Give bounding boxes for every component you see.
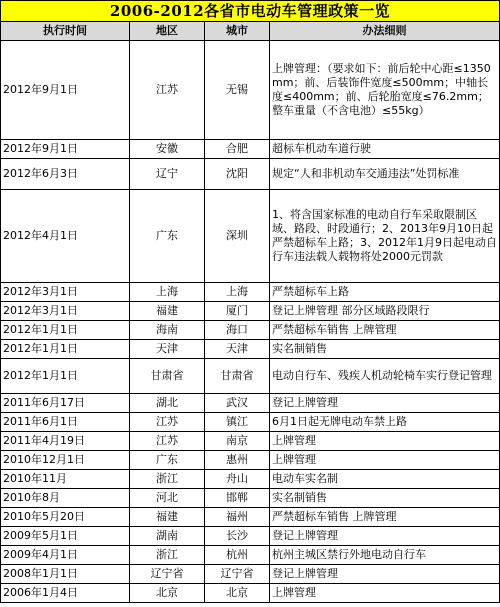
cell-region: 江苏 [130, 41, 205, 140]
cell-city: 天津 [205, 340, 270, 359]
cell-region: 天津 [130, 340, 205, 359]
table-row [1, 413, 500, 432]
table-row [1, 565, 500, 584]
cell-city: 海口 [205, 321, 270, 340]
cell-city: 合肥 [205, 140, 270, 159]
cell-detail: 超标车机动车道行驶 [270, 140, 500, 159]
cell-region: 福建 [130, 508, 205, 527]
header-date: 执行时间 [1, 22, 130, 41]
cell-city: 惠州 [205, 451, 270, 470]
header-row [1, 22, 500, 41]
table-row [1, 321, 500, 340]
cell-city: 辽宁省 [205, 565, 270, 584]
cell-date: 2008年1月1日 [1, 565, 130, 584]
table-row [1, 489, 500, 508]
title-row [1, 1, 500, 22]
cell-date: 2011年4月19日 [1, 432, 130, 451]
cell-city: 北京 [205, 584, 270, 603]
cell-city: 舟山 [205, 470, 270, 489]
cell-detail: 实名制销售 [270, 489, 500, 508]
cell-date: 2012年9月1日 [1, 140, 130, 159]
table-row [1, 451, 500, 470]
cell-region: 河北 [130, 489, 205, 508]
header-region: 地区 [130, 22, 205, 41]
cell-date: 2012年4月1日 [1, 190, 130, 283]
cell-region: 广东 [130, 190, 205, 283]
cell-detail: 登记上牌管理 [270, 565, 500, 584]
cell-date: 2012年3月1日 [1, 283, 130, 302]
cell-city: 厦门 [205, 302, 270, 321]
table-row [1, 470, 500, 489]
table-body [1, 41, 500, 603]
cell-detail: 上牌管理：（要求如下：前后轮中心距≤1350mm；前、后装饰件宽度≤500mm；中轴长度≤400mm；前、后轮胎宽度≤76.2mm；整车重量（不含电池）≤55kg） [270, 41, 500, 140]
cell-detail: 登记上牌管理 [270, 394, 500, 413]
table-row [1, 283, 500, 302]
table-row [1, 546, 500, 565]
cell-detail: 登记上牌管理 [270, 527, 500, 546]
cell-detail: 上牌管理 [270, 451, 500, 470]
table-row [1, 41, 500, 140]
table-row [1, 302, 500, 321]
cell-region: 辽宁 [130, 159, 205, 190]
cell-region: 甘肃省 [130, 359, 205, 394]
cell-region: 广东 [130, 451, 205, 470]
table-row [1, 159, 500, 190]
cell-region: 湖南 [130, 527, 205, 546]
table-row [1, 508, 500, 527]
cell-detail: 6月1日起无牌电动车禁上路 [270, 413, 500, 432]
cell-detail: 电动自行车、残疾人机动轮椅车实行登记管理 [270, 359, 500, 394]
table-row [1, 527, 500, 546]
cell-date: 2011年6月17日 [1, 394, 130, 413]
cell-date: 2010年5月20日 [1, 508, 130, 527]
table-title: 2006-2012各省市电动车管理政策一览 [1, 1, 500, 22]
cell-region: 江苏 [130, 413, 205, 432]
header-city: 城市 [205, 22, 270, 41]
table-row [1, 584, 500, 603]
cell-city: 长沙 [205, 527, 270, 546]
cell-city: 武汉 [205, 394, 270, 413]
cell-city: 邯郸 [205, 489, 270, 508]
cell-city: 深圳 [205, 190, 270, 283]
cell-date: 2010年8月 [1, 489, 130, 508]
cell-city: 福州 [205, 508, 270, 527]
cell-region: 浙江 [130, 470, 205, 489]
cell-date: 2009年4月1日 [1, 546, 130, 565]
table-row [1, 359, 500, 394]
table-row [1, 340, 500, 359]
cell-detail: 严禁超标车销售 上牌管理 [270, 508, 500, 527]
cell-region: 辽宁省 [130, 565, 205, 584]
table-row [1, 140, 500, 159]
cell-date: 2006年1月4日 [1, 584, 130, 603]
cell-date: 2010年12月1日 [1, 451, 130, 470]
cell-detail: 严禁超标车销售 上牌管理 [270, 321, 500, 340]
cell-city: 无锡 [205, 41, 270, 140]
cell-region: 浙江 [130, 546, 205, 565]
cell-region: 福建 [130, 302, 205, 321]
table-row [1, 190, 500, 283]
cell-detail: 上牌管理 [270, 584, 500, 603]
cell-date: 2010年11月 [1, 470, 130, 489]
cell-city: 南京 [205, 432, 270, 451]
table-row [1, 394, 500, 413]
cell-region: 海南 [130, 321, 205, 340]
cell-city: 镇江 [205, 413, 270, 432]
cell-region: 上海 [130, 283, 205, 302]
cell-date: 2012年3月1日 [1, 302, 130, 321]
cell-detail: 规定“人和非机动车交通违法”处罚标准 [270, 159, 500, 190]
cell-detail: 严禁超标车上路 [270, 283, 500, 302]
cell-detail: 实名制销售 [270, 340, 500, 359]
cell-region: 安徽 [130, 140, 205, 159]
cell-detail: 上牌管理 [270, 432, 500, 451]
cell-date: 2012年1月1日 [1, 321, 130, 340]
cell-detail: 电动车实名制 [270, 470, 500, 489]
cell-detail: 1、将含国家标准的电动自行车采取限制区域、路段、时段通行；2、2013年9月10日起严禁超标车上路；3、2012年1月9日起电动自行车违法载人载物将处2000元罚款 [270, 190, 500, 283]
cell-date: 2009年5月1日 [1, 527, 130, 546]
cell-region: 北京 [130, 584, 205, 603]
cell-region: 江苏 [130, 432, 205, 451]
cell-date: 2011年6月1日 [1, 413, 130, 432]
header-detail: 办法细则 [270, 22, 500, 41]
cell-city: 杭州 [205, 546, 270, 565]
cell-region: 湖北 [130, 394, 205, 413]
cell-city: 上海 [205, 283, 270, 302]
table-row [1, 432, 500, 451]
cell-detail: 登记上牌管理 部分区域路段限行 [270, 302, 500, 321]
cell-date: 2012年1月1日 [1, 359, 130, 394]
cell-city: 沈阳 [205, 159, 270, 190]
cell-detail: 杭州主城区禁行外地电动自行车 [270, 546, 500, 565]
cell-city: 甘肃省 [205, 359, 270, 394]
cell-date: 2012年9月1日 [1, 41, 130, 140]
cell-date: 2012年1月1日 [1, 340, 130, 359]
cell-date: 2012年6月3日 [1, 159, 130, 190]
